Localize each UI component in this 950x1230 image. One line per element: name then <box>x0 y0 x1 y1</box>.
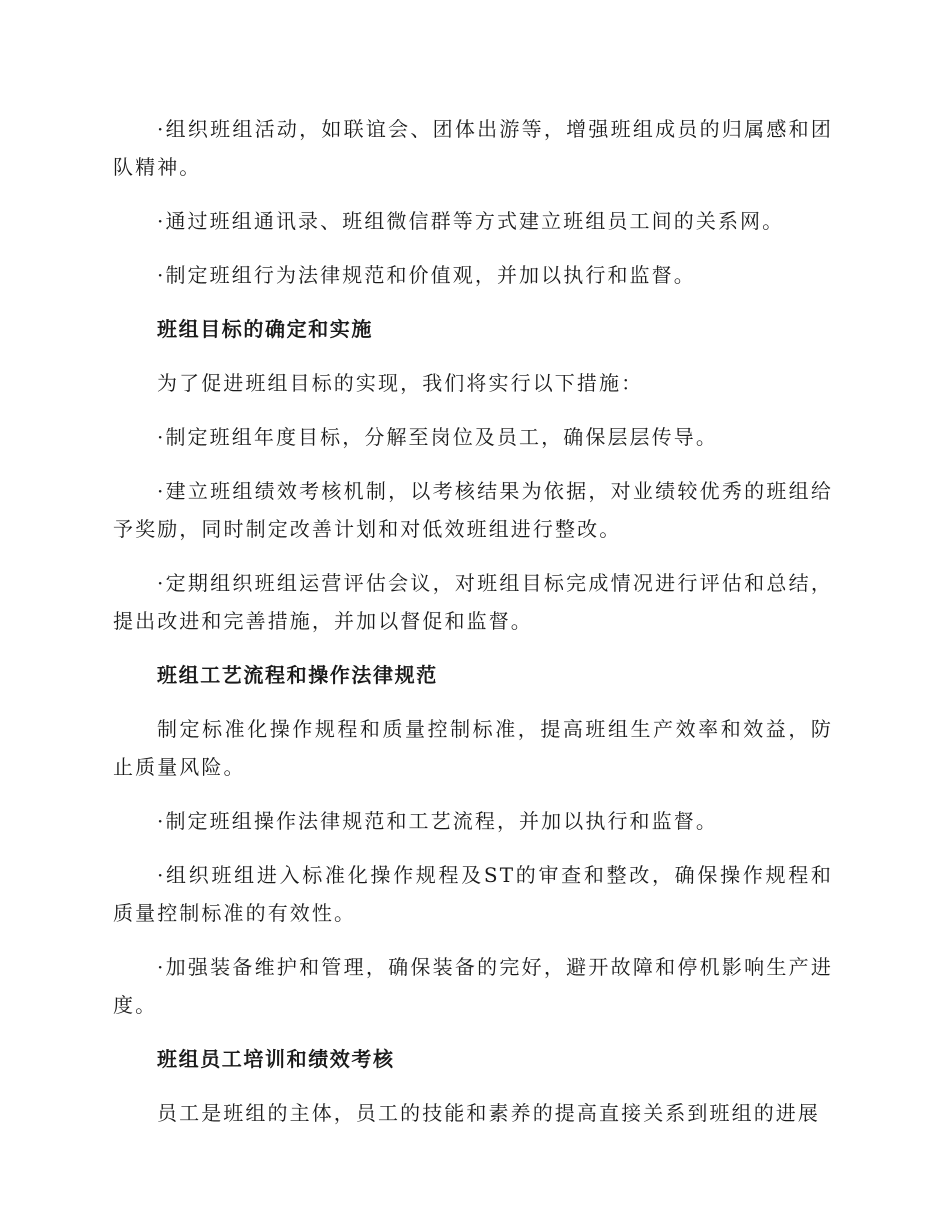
paragraph: 为了促进班组目标的实现，我们将实行以下措施： <box>157 371 644 395</box>
section-heading: 班组工艺流程和操作法律规范 <box>157 663 438 687</box>
section-heading: 班组员工培训和绩效考核 <box>157 1047 395 1071</box>
bullet-paragraph: ·制定班组年度目标，分解至岗位及员工，确保层层传导。 <box>157 425 718 449</box>
bullet-paragraph: ·建立班组绩效考核机制，以考核结果为依据，对业绩较优秀的班组给予奖励，同时制定改善计划和对低效班组进行整改。 <box>113 479 833 541</box>
document-body <box>113 110 833 1148</box>
bullet-paragraph: ·组织班组进入标准化操作规程及ST的审查和整改，确保操作规程和质量控制标准的有效性。 <box>113 863 833 925</box>
bullet-paragraph: ·制定班组行为法律规范和价值观，并加以执行和监督。 <box>157 263 696 287</box>
section-heading: 班组目标的确定和实施 <box>157 317 373 341</box>
bullet-paragraph: ·定期组织班组运营评估会议，对班组目标完成情况进行评估和总结，提出改进和完善措施，并加以督促和监督。 <box>113 571 833 633</box>
bullet-paragraph: ·加强装备维护和管理，确保装备的完好，避开故障和停机影响生产进度。 <box>113 955 833 1017</box>
bullet-paragraph: ·组织班组活动，如联谊会、团体出游等，增强班组成员的归属感和团队精神。 <box>113 117 833 179</box>
paragraph: 制定标准化操作规程和质量控制标准，提高班组生产效率和效益，防止质量风险。 <box>113 717 833 779</box>
paragraph: 员工是班组的主体，员工的技能和素养的提高直接关系到班组的进展 <box>157 1101 820 1125</box>
bullet-paragraph: ·制定班组操作法律规范和工艺流程，并加以执行和监督。 <box>157 809 718 833</box>
bullet-paragraph: ·通过班组通讯录、班组微信群等方式建立班组员工间的关系网。 <box>157 209 785 233</box>
